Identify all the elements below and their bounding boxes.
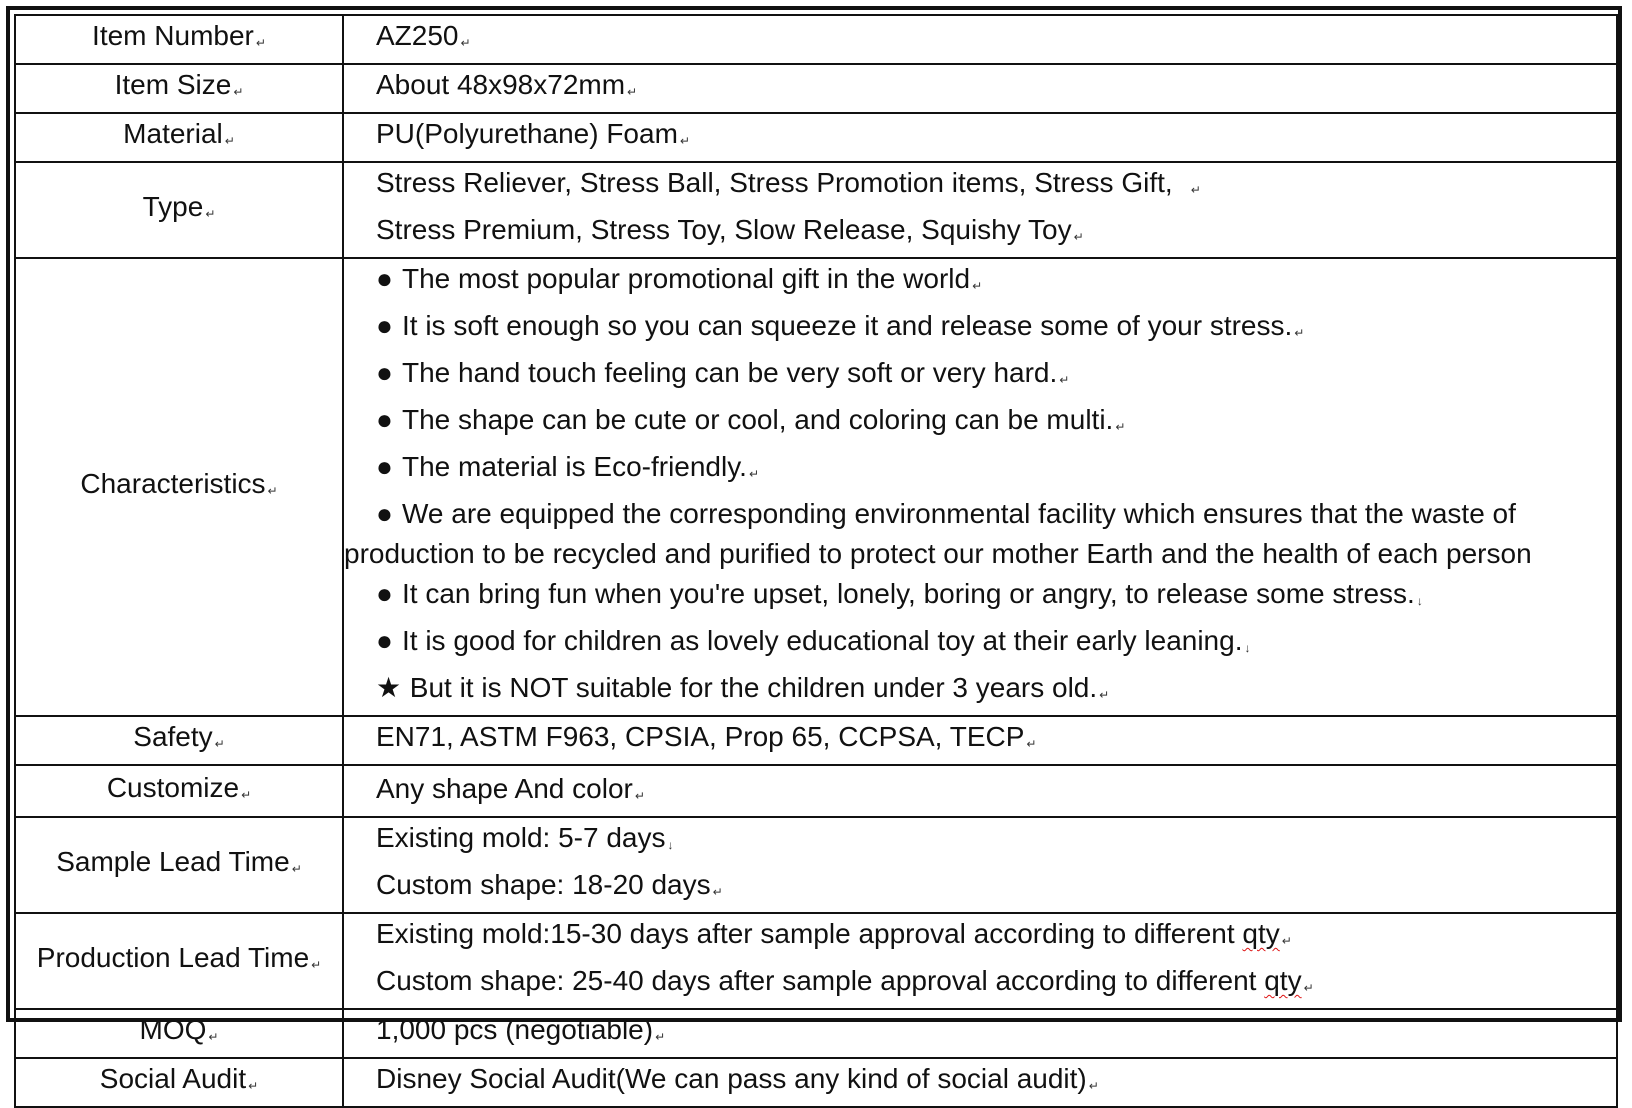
bullet-icon: ● [376,625,393,656]
row-value [343,258,1617,716]
bullet-icon: ● [376,310,393,341]
row-label: Item Number ↵ [15,15,343,64]
row-label: Material ↵ [15,113,343,162]
row-label: Sample Lead Time ↵ [15,817,343,913]
list-item: ● We are equipped the corresponding environmental facility which ensures that the waste of [344,494,1616,534]
table-row [15,765,1617,817]
table-row [15,162,1617,258]
table-row [15,1009,1617,1058]
table-row [15,15,1617,64]
list-item-continuation: production to be recycled and purified to protect our mother Earth and the health of each person [344,538,1532,569]
table-row [15,716,1617,765]
row-value: Disney Social Audit(We can pass any kind of social audit) ↵ [343,1058,1617,1107]
list-item: ● The material is Eco-friendly. ↵ [344,447,1616,494]
row-value: EN71, ASTM F963, CPSIA, Prop 65, CCPSA, TECP ↵ [343,716,1617,765]
bullet-icon: ● [376,263,393,294]
row-value: AZ250 ↵ [343,15,1617,64]
row-value: Existing mold: 5-7 days ↓ Custom shape: 18-20 days ↵ [343,817,1617,913]
row-label: Social Audit ↵ [15,1058,343,1107]
product-spec-table [14,14,1618,1108]
list-item: ● The hand touch feeling can be very soft or very hard. ↵ [344,353,1616,400]
row-label: Customize ↵ [15,765,343,817]
row-value: PU(Polyurethane) Foam ↵ [343,113,1617,162]
list-item: ★ But it is NOT suitable for the children under 3 years old. ↵ [344,668,1616,715]
row-value: 1,000 pcs (negotiable) ↵ [343,1009,1617,1058]
row-label: Safety ↵ [15,716,343,765]
list-item: ● The most popular promotional gift in the world ↵ [344,259,1616,306]
bullet-icon: ● [376,498,393,529]
star-icon: ★ [376,672,402,703]
table-row [15,64,1617,113]
list-item: ● It can bring fun when you're upset, lonely, boring or angry, to release some stress. ↓ [344,574,1616,621]
table-row [15,913,1617,1009]
table-row [15,1058,1617,1107]
list-item: ● It is soft enough so you can squeeze it and release some of your stress. ↵ [344,306,1616,353]
bullet-icon: ● [376,451,393,482]
list-item: ● It is good for children as lovely educational toy at their early leaning. ↓ [344,621,1616,668]
row-value: About 48x98x72mm ↵ [343,64,1617,113]
table-row [15,258,1617,716]
list-item: ● The shape can be cute or cool, and coloring can be multi. ↵ [344,400,1616,447]
row-label: Item Size ↵ [15,64,343,113]
row-label: Characteristics ↵ [15,258,343,716]
row-value: Any shape And color ↵ [343,765,1617,817]
row-value: Stress Reliever, Stress Ball, Stress Promotion items, Stress Gift, ↵ Stress Premium, Stress Toy, Slow Release, Squishy Toy ↵ [343,162,1617,258]
bullet-icon: ● [376,578,393,609]
table-row [15,113,1617,162]
row-label: Type ↵ [15,162,343,258]
row-value: Existing mold:15-30 days after sample approval according to different qty ↵ Custom shape: 25-40 days after sample approval according to different qty ↵ [343,913,1617,1009]
row-label: MOQ ↵ [15,1009,343,1058]
bullet-icon: ● [376,404,393,435]
bullet-icon: ● [376,357,393,388]
table-row [15,817,1617,913]
row-label: Production Lead Time ↵ [15,913,343,1009]
